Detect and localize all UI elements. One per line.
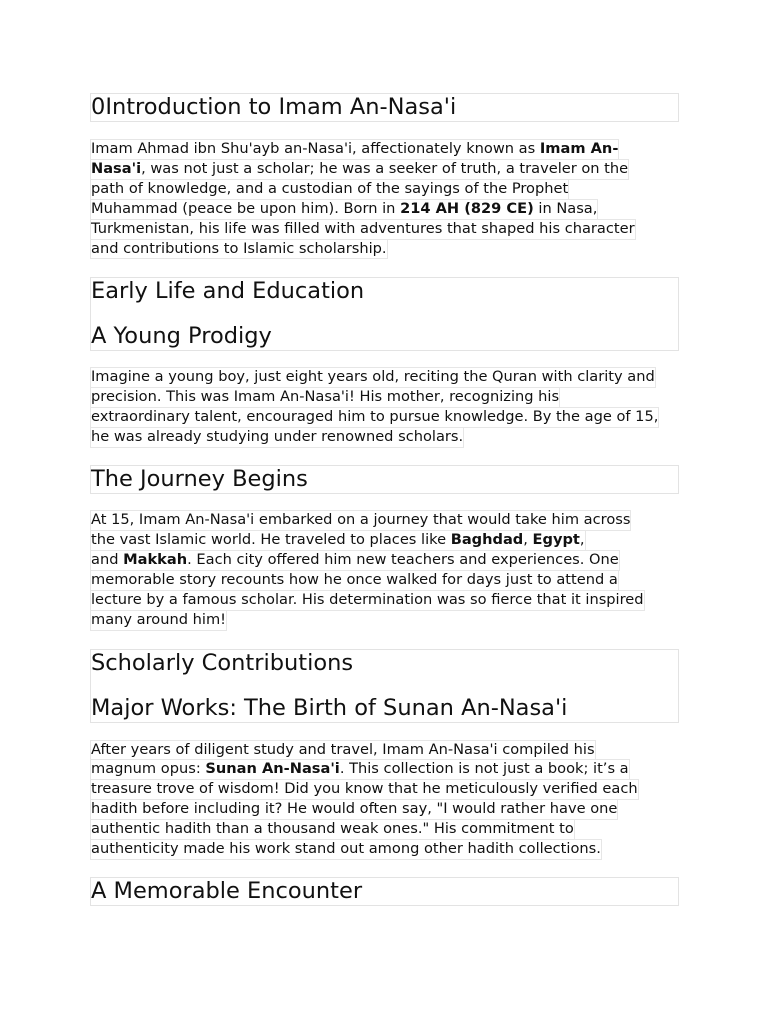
heading-memorable-encounter-text: A Memorable Encounter bbox=[91, 877, 363, 904]
text-line: precision. This was Imam An-Nasa'i! His mother, recognizing his bbox=[90, 387, 560, 408]
name-emphasis: Nasa'i bbox=[91, 159, 142, 177]
work-title-emphasis: Sunan An-Nasa'i bbox=[205, 760, 340, 778]
heading-introduction bbox=[90, 93, 679, 122]
heading-scholarly-contributions bbox=[90, 649, 679, 723]
place-makkah: Makkah bbox=[123, 550, 188, 568]
text-line: After years of diligent study and travel, Imam An-Nasa'i compiled his bbox=[90, 740, 596, 761]
subheading-major-works: Major Works: The Birth of Sunan An-Nasa'i bbox=[91, 694, 568, 721]
heading-memorable-encounter bbox=[90, 877, 679, 906]
subheading-young-prodigy: A Young Prodigy bbox=[91, 323, 272, 350]
heading-early-life bbox=[90, 277, 679, 351]
heading-early-life-text: Early Life and Education bbox=[91, 278, 365, 305]
text-line: authentic hadith than a thousand weak ones." His commitment to bbox=[90, 819, 575, 840]
text-line: magnum opus: Sunan An-Nasa'i. This collection is not just a book; it’s a bbox=[90, 759, 630, 780]
text-line: and contributions to Islamic scholarship. bbox=[90, 239, 388, 260]
text-line: At 15, Imam An-Nasa'i embarked on a journey that would take him across bbox=[90, 510, 631, 531]
paragraph-journey bbox=[90, 510, 679, 630]
text-line: many around him! bbox=[90, 610, 227, 631]
paragraph-early-life bbox=[90, 367, 679, 448]
text-line: Turkmenistan, his life was filled with adventures that shaped his character bbox=[90, 219, 636, 240]
heading-introduction-text: 0Introduction to Imam An-Nasa'i bbox=[91, 94, 457, 120]
text-line: hadith before including it? He would often say, "I would rather have one bbox=[90, 799, 618, 820]
text-line: memorable story recounts how he once walked for days just to attend a bbox=[90, 570, 619, 591]
place-egypt: Egypt bbox=[532, 530, 580, 548]
text-line: Imam Ahmad ibn Shu'ayb an-Nasa'i, affectionately known as Imam An- bbox=[90, 139, 619, 160]
text-line: authenticity made his work stand out among other hadith collections. bbox=[90, 839, 602, 860]
birth-date-emphasis: 214 AH (829 CE) bbox=[400, 199, 534, 217]
text-line: Imagine a young boy, just eight years old, reciting the Quran with clarity and bbox=[90, 367, 656, 388]
heading-journey bbox=[90, 465, 679, 494]
text-line: lecture by a famous scholar. His determination was so fierce that it inspired bbox=[90, 590, 645, 611]
text-line: and Makkah. Each city offered him new teachers and experiences. One bbox=[90, 550, 620, 571]
name-emphasis: Imam An- bbox=[539, 140, 619, 157]
heading-journey-text: The Journey Begins bbox=[91, 466, 308, 493]
document-content bbox=[90, 93, 679, 906]
place-baghdad: Baghdad bbox=[450, 530, 524, 548]
heading-scholarly-contributions-text: Scholarly Contributions bbox=[91, 649, 354, 676]
paragraph-scholarly bbox=[90, 740, 679, 860]
text-line: Nasa'i, was not just a scholar; he was a seeker of truth, a traveler on the bbox=[90, 159, 629, 180]
text-line: the vast Islamic world. He traveled to places like Baghdad, Egypt, bbox=[90, 530, 586, 551]
text-line: path of knowledge, and a custodian of the sayings of the Prophet bbox=[90, 179, 569, 200]
text-line: extraordinary talent, encouraged him to pursue knowledge. By the age of 15, bbox=[90, 407, 659, 428]
text-line: he was already studying under renowned scholars. bbox=[90, 427, 464, 448]
text-line: treasure trove of wisdom! Did you know that he meticulously verified each bbox=[90, 779, 639, 800]
paragraph-introduction bbox=[90, 139, 679, 259]
text-line: Muhammad (peace be upon him). Born in 214 AH (829 CE) in Nasa, bbox=[90, 199, 598, 220]
